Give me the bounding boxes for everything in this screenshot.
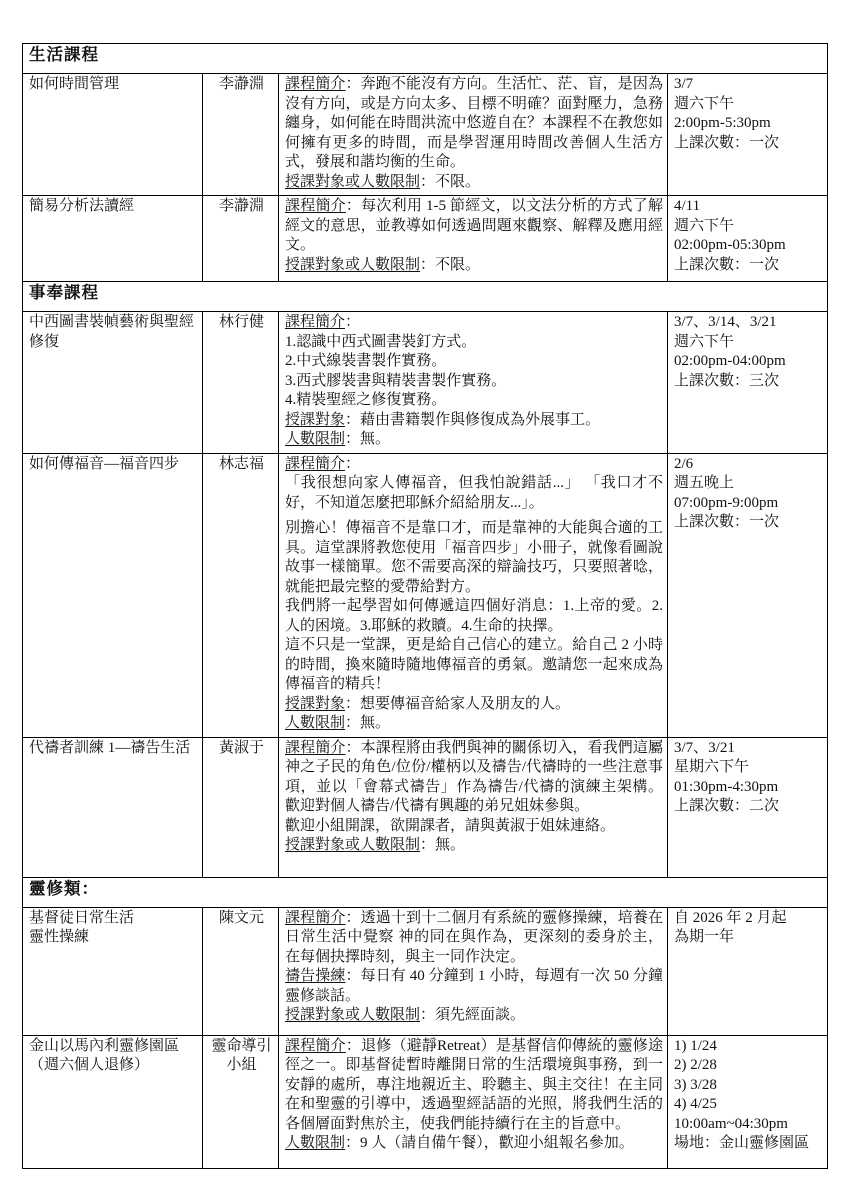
- schedule-line: 07:00pm-9:00pm: [674, 494, 779, 511]
- course-name-line: 基督徒日常生活: [29, 909, 135, 926]
- schedule-cell: [668, 453, 828, 737]
- schedule-line: 上課次數：一次: [674, 134, 780, 151]
- course-name-cell: [23, 453, 203, 737]
- schedule-line: 3/7: [674, 76, 694, 92]
- description-paragraph: [285, 636, 663, 695]
- schedule-line: 週六下午: [674, 217, 735, 234]
- schedule-cell: [668, 737, 828, 877]
- description-paragraph: [285, 411, 663, 431]
- course-name-cell: [23, 196, 203, 282]
- description-label: 課程簡介: [285, 909, 346, 926]
- description-paragraph: [285, 75, 663, 173]
- instructor-cell: [203, 907, 279, 1035]
- description-paragraph: [285, 1006, 663, 1026]
- course-name-line: 如何傳福音—福音四步: [29, 455, 180, 472]
- schedule-line: 3/7、3/21: [674, 739, 735, 756]
- description-text: 4.精裝聖經之修復實務。: [285, 392, 447, 408]
- description-paragraph: [285, 739, 663, 817]
- instructor-name: 小組: [226, 1057, 257, 1073]
- course-name-line: 金山以馬內利靈修園區: [29, 1037, 180, 1054]
- description-label: 人數限制: [285, 431, 346, 447]
- schedule-line: 4/11: [674, 198, 701, 214]
- description-paragraph: [285, 256, 663, 276]
- description-paragraph: [285, 909, 663, 968]
- description-text: ：透過十到十二個月有系統的靈修操練，培養在日常生活中覺察 神的同在與作為，更深刻的委身於主，在每個抉擇時刻，與主一同作決定。: [285, 909, 663, 965]
- description-paragraph: [285, 967, 663, 1006]
- instructor-cell: [203, 453, 279, 737]
- description-text: ：: [345, 314, 361, 330]
- instructor-cell: [203, 1035, 279, 1168]
- description-paragraph: [285, 430, 663, 450]
- course-name-cell: [23, 74, 203, 196]
- description-label: 授課對象或人數限制: [285, 837, 421, 853]
- description-paragraph: [285, 817, 663, 837]
- schedule-line: 場地：金山靈修園區: [674, 1135, 810, 1151]
- section-header-row: [23, 877, 828, 907]
- schedule-line: 週六下午: [674, 333, 735, 350]
- description-paragraph: [285, 519, 663, 597]
- course-row: [23, 1035, 828, 1168]
- description-label: 授課對象或人數限制: [285, 1007, 421, 1023]
- description-label: 人數限制: [285, 715, 346, 731]
- description-text: 1.認識中西式圖書裝釘方式。: [285, 333, 477, 350]
- description-paragraph: [285, 714, 663, 734]
- description-text: 「我很想向家人傳福音，但我怕說錯話...」 「我口才不好，不知道怎麼把耶穌介紹給朋友...」。: [285, 475, 663, 511]
- description-text: ：須先經面談。: [420, 1007, 526, 1023]
- course-table-body: [23, 44, 828, 1169]
- description-paragraph: [285, 391, 663, 411]
- course-row: [23, 196, 828, 282]
- schedule-line: 01:30pm-4:30pm: [674, 778, 779, 795]
- schedule-line: 自 2026 年 2 月起: [674, 909, 787, 926]
- description-paragraph: [285, 1037, 663, 1135]
- description-cell: [279, 1035, 668, 1168]
- course-row: [23, 74, 828, 196]
- instructor-name: 靈命導引: [211, 1037, 272, 1054]
- description-text: ：每日有 40 分鐘到 1 小時，每週有一次 50 分鐘靈修談話。: [285, 968, 663, 1004]
- course-row: [23, 453, 828, 737]
- schedule-line: 3/7、3/14、3/21: [674, 314, 777, 330]
- instructor-cell: [203, 312, 279, 454]
- schedule-cell: [668, 74, 828, 196]
- section-title: 靈修類：: [23, 877, 828, 907]
- schedule-cell: [668, 312, 828, 454]
- description-cell: [279, 312, 668, 454]
- course-name-line: （週六個人退修）: [29, 1057, 150, 1073]
- description-label: 課程簡介: [285, 1037, 346, 1054]
- description-paragraph: [285, 474, 663, 513]
- description-text: 別擔心！傳福音不是靠口才，而是靠神的大能與合適的工具。這堂課將教您使用「福音四步」小冊子，就像看圖說故事一樣簡單。您不需要高深的辯論技巧，只要照著唸，就能把最完整的愛帶給對方。: [285, 520, 663, 595]
- instructor-name: 李瀞淵: [218, 76, 264, 92]
- schedule-line: 上課次數：二次: [674, 798, 780, 814]
- instructor-cell: [203, 737, 279, 877]
- description-label: 授課對象: [285, 411, 346, 428]
- description-paragraph: [285, 455, 663, 475]
- description-label: 禱告操練: [285, 968, 346, 984]
- description-text: ：退修（避靜Retreat）是基督信仰傳統的靈修途徑之一。即基督徒暫時離開日常的生活環境與事務，到一安靜的處所，專注地親近主、聆聽主、與主交往！在主同在和聖靈的引導中，透過聖經話語的光照，將我們生活的各個層面對焦於主，使我們能持續行在主的旨意中。: [285, 1037, 663, 1132]
- course-name-line: 簡易分析法讀經: [29, 198, 135, 214]
- schedule-line: 週六下午: [674, 95, 735, 112]
- description-paragraph: [285, 1134, 663, 1154]
- description-text: ：: [345, 455, 361, 472]
- description-label: 授課對象或人數限制: [285, 173, 421, 190]
- description-paragraph: [285, 173, 663, 193]
- description-cell: [279, 74, 668, 196]
- description-paragraph: [285, 695, 663, 715]
- course-name-cell: [23, 312, 203, 454]
- course-row: [23, 907, 828, 1035]
- schedule-line: 2/6: [674, 455, 694, 472]
- course-row: [23, 312, 828, 454]
- description-paragraph: [285, 197, 663, 256]
- instructor-name: 李瀞淵: [218, 198, 264, 214]
- description-paragraph: [285, 597, 663, 636]
- description-paragraph: [285, 372, 663, 392]
- schedule-line: 3) 3/28: [674, 1076, 717, 1093]
- description-text: ：不限。: [420, 173, 481, 190]
- course-name-cell: [23, 737, 203, 877]
- schedule-line: 週五晚上: [674, 475, 735, 491]
- schedule-line: 為期一年: [674, 929, 735, 945]
- instructor-name: 黃淑于: [218, 739, 264, 756]
- section-title: 事奉課程: [23, 282, 828, 312]
- description-text: ：9 人（請自備午餐），歡迎小組報名參加。: [345, 1135, 634, 1151]
- description-text: ：不限。: [420, 256, 481, 273]
- instructor-name: 陳文元: [218, 909, 264, 926]
- instructor-cell: [203, 74, 279, 196]
- description-text: ：本課程將由我們與神的關係切入，看我們這屬神之子民的角色/位份/權柄以及禱告/代禱時的一些注意事項，並以「會幕式禱告」作為禱告/代禱的演練主架構。歡迎對個人禱告/代禱有興趣的弟兄姐妹參與。: [285, 739, 663, 814]
- description-text: ：無。: [345, 715, 391, 731]
- description-cell: [279, 907, 668, 1035]
- description-cell: [279, 737, 668, 877]
- course-name-line: 如何時間管理: [29, 76, 120, 92]
- course-name-cell: [23, 907, 203, 1035]
- description-text: ：無。: [420, 837, 466, 853]
- description-label: 課程簡介: [285, 455, 346, 472]
- description-text: ：無。: [345, 431, 391, 447]
- description-text: ：藉由書籍製作與修復成為外展事工。: [345, 411, 601, 428]
- description-cell: [279, 453, 668, 737]
- description-label: 授課對象: [285, 695, 346, 712]
- section-title: 生活課程: [23, 44, 828, 74]
- description-label: 課程簡介: [285, 314, 346, 330]
- description-text: 這不只是一堂課，更是給自己信心的建立。給自己 2 小時的時間，換來隨時隨地傳福音的勇氣。邀請您一起來成為傳福音的精兵！: [285, 637, 663, 692]
- schedule-line: 1) 1/24: [674, 1037, 717, 1054]
- description-text: 我們將一起學習如何傳遞這四個好消息：1.上帝的愛。2.人的困境。3.耶穌的救贖。4.生命的抉擇。: [285, 598, 663, 634]
- schedule-line: 星期六下午: [674, 759, 750, 775]
- schedule-cell: [668, 907, 828, 1035]
- schedule-line: 上課次數：一次: [674, 514, 780, 530]
- schedule-line: 02:00pm-05:30pm: [674, 237, 786, 253]
- course-row: [23, 737, 828, 877]
- description-label: 人數限制: [285, 1135, 346, 1151]
- description-text: ：奔跑不能沒有方向。生活忙、茫、盲，是因為沒有方向，或是方向太多、目標不明確？面對壓力，急務纏身，如何能在時間洪流中悠遊自在？本課程不在教您如何擁有更多的時間，而是學習運用時間改善個人生活方式，發展和諧均衡的生命。: [285, 76, 663, 170]
- description-text: 2.中式線裝書製作實務。: [285, 353, 447, 369]
- instructor-name: 林志福: [218, 455, 264, 472]
- schedule-line: 2:00pm-5:30pm: [674, 115, 771, 131]
- schedule-cell: [668, 1035, 828, 1168]
- description-paragraph: [285, 352, 663, 372]
- description-label: 課程簡介: [285, 198, 346, 214]
- schedule-cell: [668, 196, 828, 282]
- section-header-row: [23, 44, 828, 74]
- description-text: ：每次利用 1-5 節經文，以文法分析的方式了解經文的意思，並教導如何透過問題來觀察、解釋及應用經文。: [285, 198, 663, 253]
- description-label: 課程簡介: [285, 739, 346, 756]
- description-text: 歡迎小組開課，欲開課者，請與黃淑于姐妹連絡。: [285, 817, 616, 834]
- description-paragraph: [285, 313, 663, 333]
- description-paragraph: [285, 333, 663, 353]
- section-header-row: [23, 282, 828, 312]
- course-name-line: 代禱者訓練 1—禱告生活: [29, 739, 191, 756]
- description-label: 授課對象或人數限制: [285, 256, 421, 273]
- description-text: 3.西式膠裝書與精裝書製作實務。: [285, 372, 507, 389]
- instructor-name: 林行健: [218, 314, 264, 330]
- schedule-line: 4) 4/25: [674, 1096, 717, 1112]
- course-name-line: 中西圖書裝幀藝術與聖經修復: [29, 314, 195, 350]
- schedule-line: 10:00am~04:30pm: [674, 1115, 788, 1132]
- instructor-cell: [203, 196, 279, 282]
- description-cell: [279, 196, 668, 282]
- description-text: ：想要傳福音給家人及朋友的人。: [345, 695, 571, 712]
- course-table: [22, 43, 828, 1169]
- course-name-cell: [23, 1035, 203, 1168]
- description-paragraph: [285, 836, 663, 856]
- course-name-line: 靈性操練: [29, 929, 90, 945]
- schedule-line: 上課次數：一次: [674, 256, 780, 273]
- description-label: 課程簡介: [285, 76, 346, 92]
- schedule-line: 2) 2/28: [674, 1057, 717, 1073]
- schedule-line: 上課次數：三次: [674, 372, 780, 389]
- schedule-line: 02:00pm-04:00pm: [674, 353, 786, 369]
